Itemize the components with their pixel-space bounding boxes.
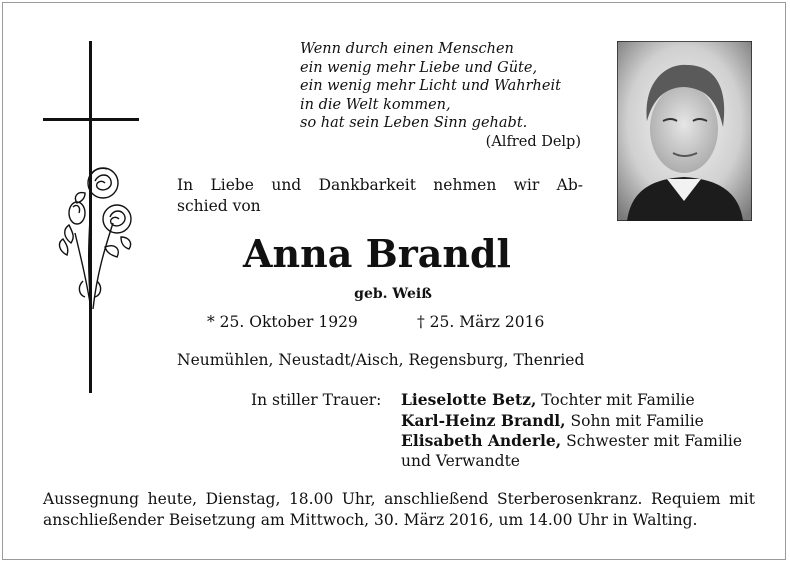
death-date: † 25. März 2016: [417, 313, 545, 331]
mourner-name: Elisabeth Anderle,: [401, 431, 562, 450]
deceased-name: [243, 231, 511, 277]
portrait-photo: [617, 41, 752, 221]
quote-line: so hat sein Leben Sinn gehabt.: [300, 115, 528, 131]
rose-icon: [55, 163, 139, 311]
mourner-entry: [401, 431, 771, 452]
obituary-frame: [2, 2, 786, 560]
intro-text: [177, 175, 583, 217]
mourners-label: In stiller Trauer:: [251, 391, 382, 409]
mourner-entry: [401, 411, 771, 432]
quote-line: Wenn durch einen Menschen: [300, 41, 514, 57]
mourners-list: [401, 390, 771, 471]
mourner-name: Karl-Heinz Brandl,: [401, 410, 566, 430]
service-line: Aussegnung heute, Dienstag, 18.00 Uhr, anschließend Sterberosenkranz. Requiem mit: [43, 490, 755, 508]
quote-author: (Alfred Delp): [485, 133, 581, 150]
mourner-relation: Sohn mit Familie: [565, 411, 704, 430]
cross-bar: [43, 118, 139, 121]
mourner-relation: Tochter mit Familie: [536, 391, 695, 409]
memorial-quote: [300, 40, 581, 151]
intro-line: In Liebe und Dankbarkeit nehmen wir Ab-: [177, 176, 583, 194]
intro-line: schied von: [177, 197, 261, 215]
places-list: Neumühlen, Neustadt/Aisch, Regensburg, Thenried: [177, 351, 585, 369]
mourner-entry: [401, 390, 771, 411]
mourner-extra: und Verwandte: [401, 451, 520, 470]
service-details: [43, 489, 755, 531]
deceased-name-text: Anna Brandl: [243, 231, 511, 276]
quote-line: in die Welt kommen,: [300, 96, 451, 113]
birth-date: * 25. Oktober 1929: [207, 313, 358, 331]
mourner-relation: Schwester mit Familie: [561, 432, 743, 450]
mourner-name: Lieselotte Betz,: [401, 390, 537, 409]
service-line: anschließender Beisetzung am Mittwoch, 30. März 2016, um 14.00 Uhr in Walting.: [43, 511, 698, 529]
maiden-name: geb. Weiß: [354, 286, 432, 302]
quote-line: ein wenig mehr Liebe und Güte,: [300, 59, 538, 76]
quote-line: ein wenig mehr Licht und Wahrheit: [300, 78, 561, 94]
